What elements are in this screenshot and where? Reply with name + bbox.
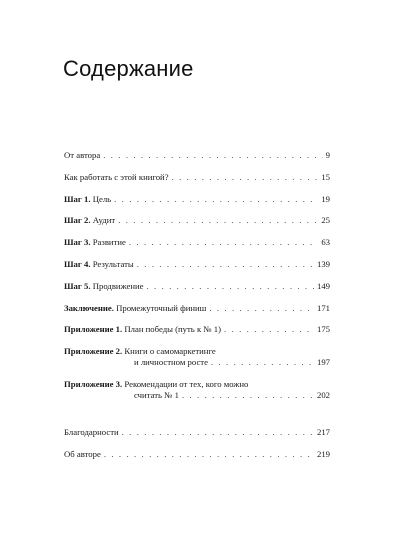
- toc-entry-title: Об авторе: [64, 448, 101, 459]
- toc-entry[interactable]: [64, 346, 330, 379]
- toc-entry-text: Аудит: [90, 215, 116, 226]
- toc-page-number: 9: [325, 150, 330, 160]
- table-of-contents: [64, 150, 330, 470]
- dot-leader: [103, 150, 322, 161]
- dot-leader: [137, 259, 314, 270]
- toc-entry-text-continued: и личностном росте: [134, 357, 208, 368]
- toc-entry[interactable]: [64, 237, 330, 259]
- toc-entry-text: Рекомендации от тех, кого можно: [122, 378, 249, 389]
- dot-leader: [182, 390, 314, 401]
- dot-leader: [209, 303, 314, 314]
- toc-page-number: 15: [321, 171, 330, 182]
- toc-page-number: 63: [321, 237, 330, 248]
- dot-leader: [114, 194, 318, 205]
- toc-entry-title: [64, 281, 143, 292]
- toc-page-number: 149: [316, 280, 330, 291]
- dot-leader: [146, 281, 313, 292]
- toc-entry-text: Цель: [90, 193, 112, 204]
- toc-entry-title: От автора: [64, 150, 101, 160]
- toc-entry-text: Промежуточный финиш: [113, 302, 207, 313]
- toc-page-number: 219: [316, 448, 330, 459]
- toc-entry-label: Приложение 2.: [64, 346, 123, 357]
- toc-entry-label: Приложение 1.: [64, 324, 123, 335]
- toc-entry-label: Шаг 4.: [64, 258, 91, 269]
- dot-leader: [211, 357, 314, 368]
- toc-entry-title: [64, 324, 221, 335]
- toc-entry-title: [64, 303, 206, 314]
- toc-entry[interactable]: [64, 150, 330, 172]
- toc-entry[interactable]: [64, 172, 330, 194]
- toc-entry[interactable]: [64, 449, 330, 471]
- toc-entry-title: Как работать с этой книгой?: [64, 171, 169, 182]
- toc-entry-title: [64, 379, 330, 390]
- toc-entry[interactable]: [64, 379, 330, 412]
- toc-entry-text: Продвижение: [90, 280, 144, 291]
- toc-entry-label: Приложение 3.: [64, 378, 123, 389]
- toc-page-number: 19: [321, 193, 330, 204]
- toc-entry-text-continued: считать № 1: [134, 389, 179, 400]
- page-title: Содержание: [63, 56, 194, 81]
- dot-leader: [122, 427, 314, 438]
- dot-leader: [129, 237, 318, 248]
- toc-page-number: 197: [316, 357, 330, 368]
- toc-entry-text: План победы (путь к № 1): [122, 324, 222, 335]
- dot-leader: [172, 172, 319, 183]
- dot-leader: [118, 215, 318, 226]
- toc-page-number: 175: [316, 324, 330, 335]
- toc-page-number: 202: [316, 389, 330, 400]
- toc-entry-title: [64, 215, 115, 226]
- toc-entry-label: Шаг 5.: [64, 280, 91, 291]
- toc-entry-label: Заключение.: [64, 302, 114, 313]
- toc-entry[interactable]: [64, 215, 330, 237]
- toc-entry-label: Шаг 1.: [64, 193, 91, 204]
- toc-entry[interactable]: [64, 303, 330, 325]
- dot-leader: [224, 324, 314, 335]
- toc-page-number: 139: [316, 258, 330, 269]
- toc-entry[interactable]: [64, 259, 330, 281]
- toc-entry[interactable]: [64, 324, 330, 346]
- toc-page-number: 25: [321, 215, 330, 226]
- toc-entry-text: Книги о самомаркетинге: [122, 346, 216, 357]
- toc-entry[interactable]: [64, 281, 330, 303]
- toc-entry-label: Шаг 3.: [64, 237, 91, 248]
- toc-entry[interactable]: [64, 194, 330, 216]
- toc-entry-text: Развитие: [90, 237, 126, 248]
- toc-entry-title: Благодарности: [64, 426, 119, 437]
- toc-entry-title: [64, 346, 330, 357]
- toc-entry-title: [64, 194, 111, 205]
- toc-page-number: 171: [316, 302, 330, 313]
- toc-entry-text: Результаты: [90, 258, 134, 269]
- toc-entry-label: Шаг 2.: [64, 215, 91, 226]
- dot-leader: [104, 449, 314, 460]
- toc-entry-title: [64, 237, 126, 248]
- toc-page-number: 217: [316, 426, 330, 437]
- toc-entry-title: [64, 259, 134, 270]
- toc-entry[interactable]: [64, 427, 330, 449]
